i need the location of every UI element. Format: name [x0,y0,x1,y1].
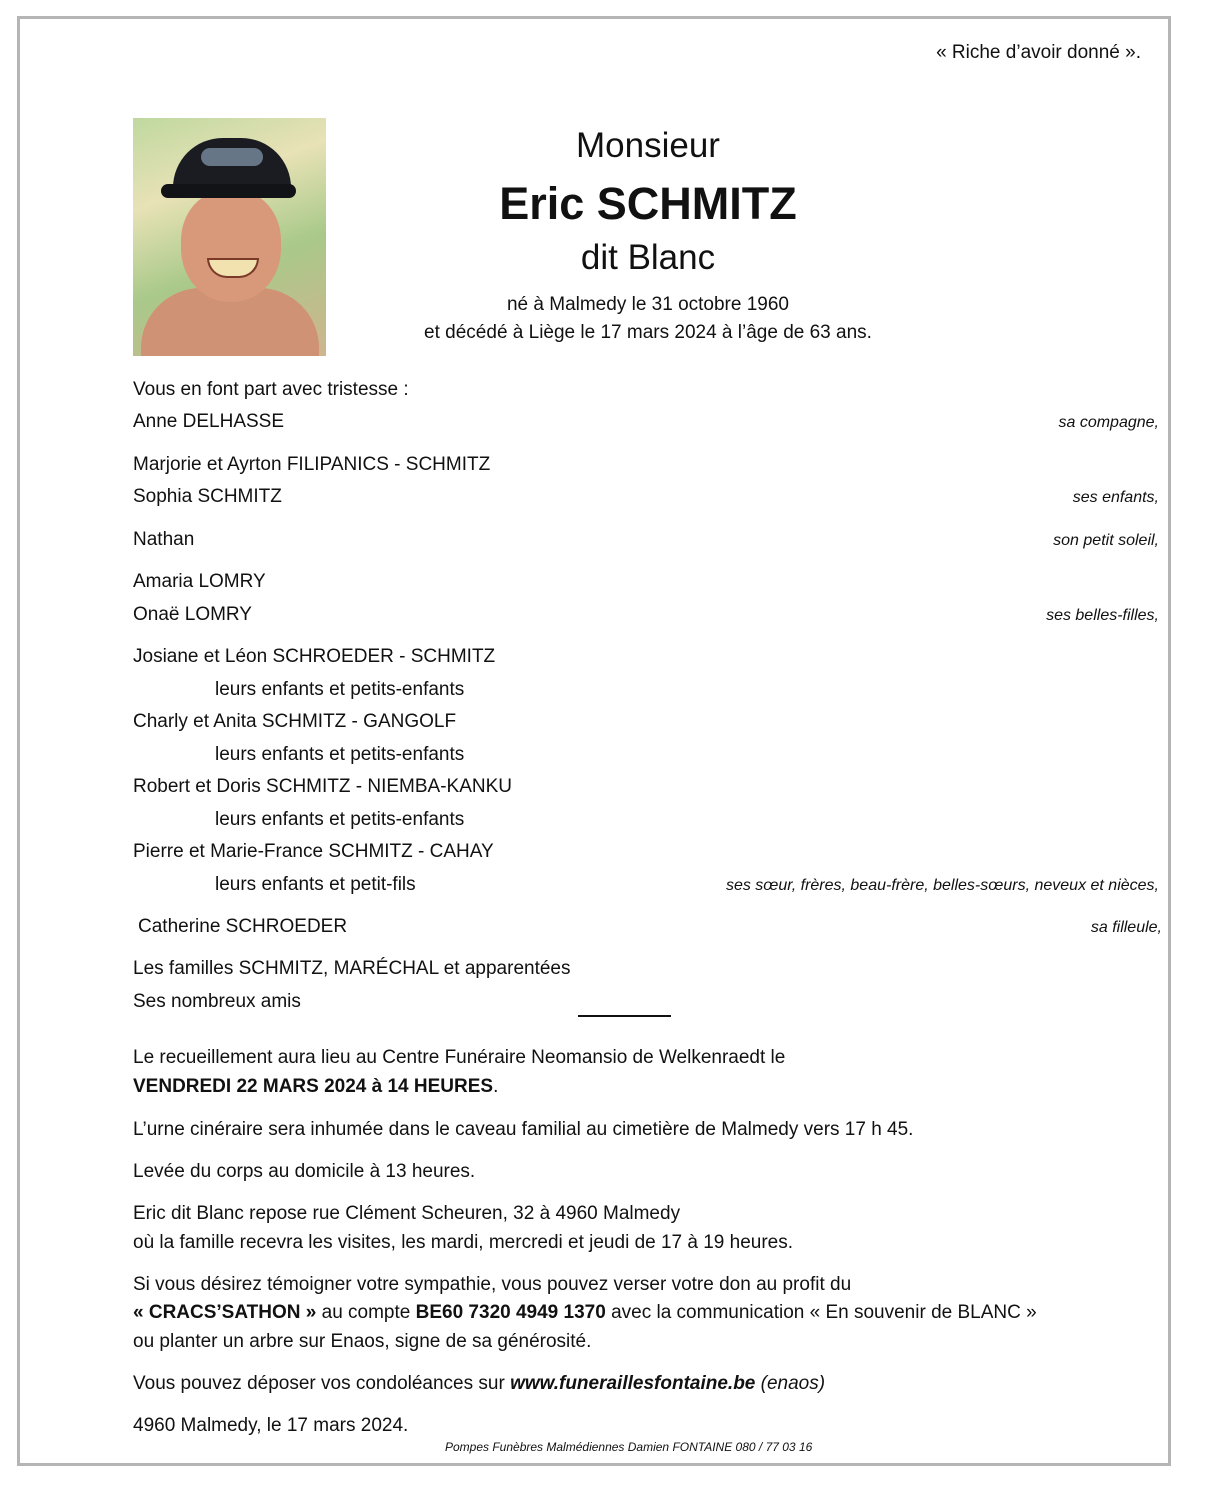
relation-label: ses belles-filles, [1046,607,1159,624]
intro-line: Vous en font part avec tristesse : [133,379,409,400]
family-member: leurs enfants et petits-enfants [215,744,465,765]
condolences-line: Vous pouvez déposer vos condoléances sur www.funeraillesfontaine.be (enaos) [133,1373,826,1394]
website-link[interactable]: www.funeraillesfontaine.be [510,1373,756,1394]
nickname: dit Blanc [580,238,716,277]
motto: « Riche d’avoir donné ». [936,42,1141,63]
relation-label: ses enfants, [1072,489,1159,506]
ceremony-date: VENDREDI 22 MARS 2024 à 14 HEURES [133,1076,494,1097]
family-member: Josiane et Léon SCHROEDER - SCHMITZ [133,646,496,667]
urn-line: L’urne cinéraire sera inhumée dans le caveau familial au cimetière de Malmedy vers 17 h 45. [133,1119,914,1140]
death-line: et décédé à Liège le 17 mars 2024 à l’âge de 63 ans. [424,322,872,343]
donation-org: « CRACS’SATHON » [133,1302,317,1323]
footer-undertaker: Pompes Funèbres Malmédiennes Damien FONTAINE 080 / 77 03 16 [445,1440,813,1454]
family-member: leurs enfants et petits-enfants [215,809,465,830]
deceased-name: Eric SCHMITZ [499,178,797,229]
visits-line: où la famille recevra les visites, les mardi, mercredi et jeudi de 17 à 19 heures. [133,1232,794,1253]
honorific: Monsieur [576,126,720,165]
family-member: Charly et Anita SCHMITZ - GANGOLF [133,711,457,732]
iban: BE60 7320 4949 1370 [415,1302,606,1323]
family-member: leurs enfants et petits-enfants [215,679,465,700]
family-member: Ses nombreux amis [133,991,301,1012]
relation-label: ses sœur, frères, beau-frère, belles-sœurs, neveux et nièces, [725,877,1159,894]
family-member: Catherine SCHROEDER [138,916,348,937]
relation-label: sa filleule, [1090,919,1162,936]
ceremony-date-line: VENDREDI 22 MARS 2024 à 14 HEURES. [133,1076,499,1097]
family-member: Nathan [133,529,195,550]
family-member: Robert et Doris SCHMITZ - NIEMBA-KANKU [133,776,512,797]
family-member: leurs enfants et petit-fils [215,874,416,895]
family-member: Sophia SCHMITZ [133,486,282,507]
family-member: Amaria LOMRY [133,571,266,592]
donation-line: Si vous désirez témoigner votre sympathie, vous pouvez verser votre don au profit du [133,1274,852,1295]
family-member: Marjorie et Ayrton FILIPANICS - SCHMITZ [133,454,491,475]
repose-line: Eric dit Blanc repose rue Clément Scheuren, 32 à 4960 Malmedy [133,1203,681,1224]
family-member: Onaë LOMRY [133,604,252,625]
donation-account-line: « CRACS’SATHON » au compte BE60 7320 4949 1370 avec la communication « En souvenir de BLANC » [133,1302,1037,1323]
birth-line: né à Malmedy le 31 octobre 1960 [506,294,789,315]
tree-line: ou planter un arbre sur Enaos, signe de sa générosité. [133,1331,592,1352]
separator-line [578,1015,671,1017]
levee-line: Levée du corps au domicile à 13 heures. [133,1161,476,1182]
family-member: Pierre et Marie-France SCHMITZ - CAHAY [133,841,494,862]
ceremony-line: Le recueillement aura lieu au Centre Funéraire Neomansio de Welkenraedt le [133,1047,786,1068]
family-member: Anne DELHASSE [133,411,285,432]
portrait-photo [133,118,326,356]
place-date: 4960 Malmedy, le 17 mars 2024. [133,1415,409,1436]
relation-label: sa compagne, [1058,414,1159,431]
relation-label: son petit soleil, [1053,532,1159,549]
family-member: Les familles SCHMITZ, MARÉCHAL et apparentées [133,958,571,979]
